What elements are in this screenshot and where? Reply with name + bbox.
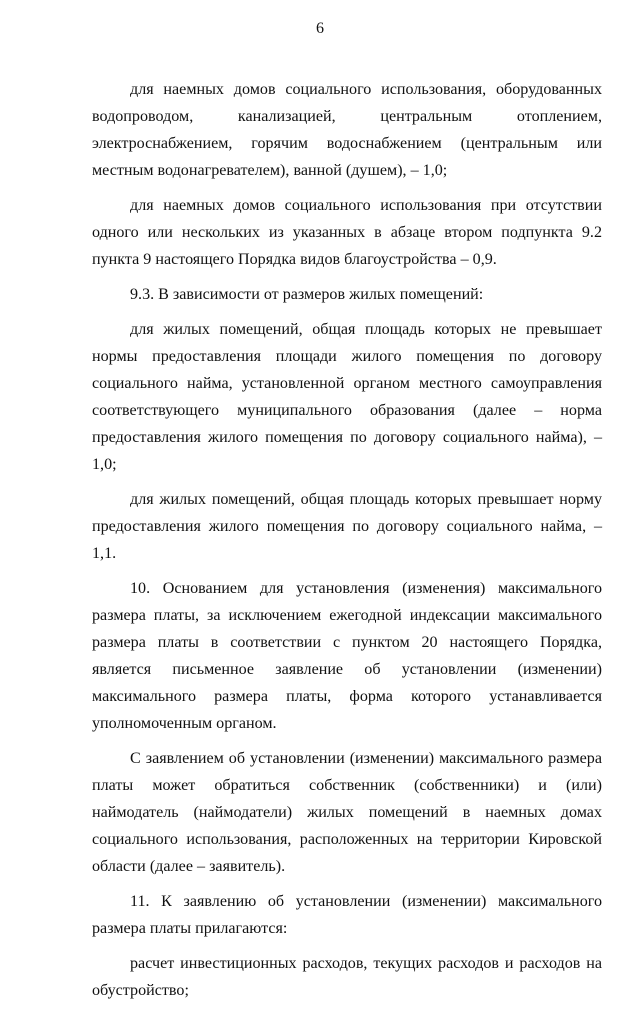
- paragraph-applicant: С заявлением об установлении (изменении) максимального размера платы может обратиться собственник (собственники) и (или) наймодатель (наймодатели) жилых помещений в наемных домах социального использования, расположенных на территории Кировской области (далее – заявитель).: [92, 750, 602, 875]
- paragraph-amenities-full: для наемных домов социального использования, оборудованных водопроводом, канализацией, центральным отоплением, электроснабжением, горячим водоснабжением (центральным или местным водонагревателем), ванной (душем), – 1,0;: [92, 81, 602, 179]
- paragraph-10-basis: 10. Основанием для установления (изменения) максимального размера платы, за исключением ежегодной индексации максимального размера платы в соответствии с пунктом 20 настоящего Порядка, является письменное заявление об установлении (изменении) максимального размера платы, форма которого устанавливается уполномоченным органом.: [92, 580, 602, 732]
- paragraph-area-within-norm: для жилых помещений, общая площадь которых не превышает нормы предоставления площади жилого помещения по договору социального найма, установленной органом местного самоуправления соответствующего муниципального образования (далее – норма предоставления жилого помещения по договору социального найма), – 1,0;: [92, 321, 602, 473]
- paragraph-area-exceeds-norm: для жилых помещений, общая площадь которых превышает норму предоставления жилого помещения по договору социального найма, – 1,1.: [92, 491, 602, 562]
- paragraph-amenities-partial: для наемных домов социального использования при отсутствии одного или нескольких из указанных в абзаце втором подпункта 9.2 пункта 9 настоящего Порядка видов благоустройства – 0,9.: [92, 197, 602, 268]
- paragraph-expense-calculation: расчет инвестиционных расходов, текущих расходов и расходов на обустройство;: [92, 955, 602, 999]
- paragraph-11-attachments: 11. К заявлению об установлении (изменении) максимального размера платы прилагаются:: [92, 893, 602, 937]
- document-body: [92, 76, 602, 1012]
- page-number: 6: [316, 20, 324, 37]
- paragraph-9-3-heading: 9.3. В зависимости от размеров жилых помещений:: [130, 286, 484, 303]
